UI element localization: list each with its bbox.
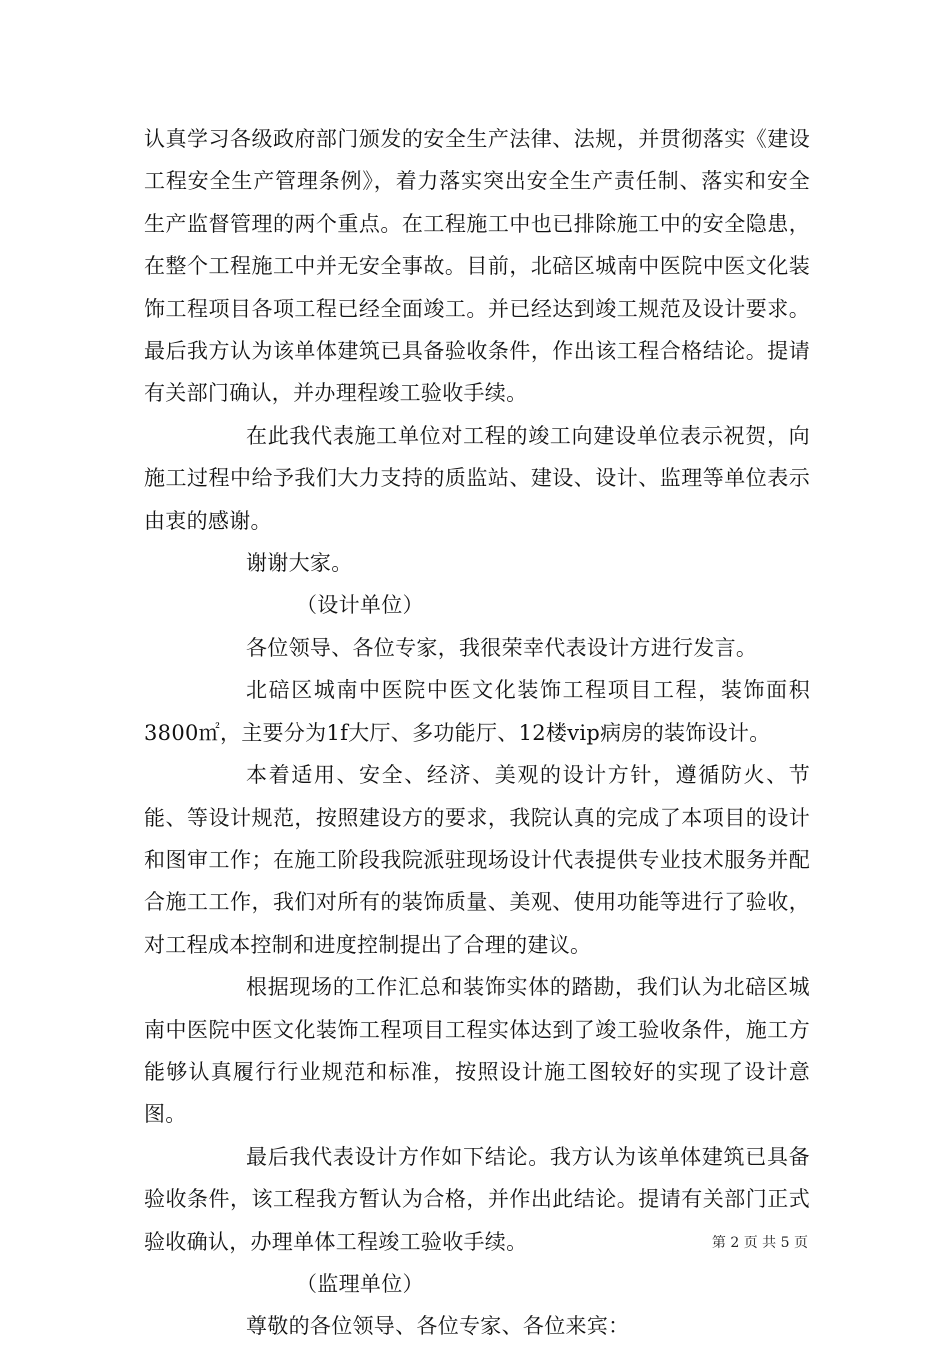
- paragraph-safety-summary: 认真学习各级政府部门颁发的安全生产法律、法规，并贯彻落实《建设工程安全生产管理条例》，着力落实突出安全生产责任制、落实和安全生产监督管理的两个重点。在工程施工中也已排除施工中的安全隐患，在整个工程施工中并无安全事故。目前，北碚区城南中医院中医文化装饰工程项目各项工程已经全面竣工。并已经达到竣工规范及设计要求。最后我方认为该单体建筑已具备验收条件，作出该工程合格结论。提请有关部门确认，并办理程竣工验收手续。: [144, 127, 810, 406]
- section-label-design-unit: （设计单位）: [296, 593, 424, 618]
- document-body: [144, 118, 810, 1348]
- paragraph-design-conclusion: 最后我代表设计方作如下结论。我方认为该单体建筑已具备验收条件，该工程我方暂认为合格，并作出此结论。提请有关部门正式验收确认，办理单体工程竣工验收手续。: [144, 1144, 810, 1254]
- paragraph-site-survey: 根据现场的工作汇总和装饰实体的踏勘，我们认为北碚区城南中医院中医文化装饰工程项目工程实体达到了竣工验收条件，施工方能够认真履行行业规范和标准，按照设计施工图较好的实现了设计意图。: [144, 975, 810, 1127]
- paragraph-project-scope: 北碚区城南中医院中医文化装饰工程项目工程，装饰面积3800㎡，主要分为1f大厅、多功能厅、12楼vip病房的装饰设计。: [144, 678, 810, 745]
- paragraph-design-work: 本着适用、安全、经济、美观的设计方针，遵循防火、节能、等设计规范，按照建设方的要求，我院认真的完成了本项目的设计和图审工作；在施工阶段我院派驻现场设计代表提供专业技术服务并配合施工工作，我们对所有的装饰质量、美观、使用功能等进行了验收，对工程成本控制和进度控制提出了合理的建议。: [144, 763, 810, 957]
- paragraph-thank-you: 谢谢大家。: [246, 551, 353, 576]
- paragraph-supervision-greeting: 尊敬的各位领导、各位专家、各位来宾：: [246, 1314, 630, 1339]
- section-label-supervision-unit: （监理单位）: [296, 1271, 424, 1296]
- page-number-footer: 第 2 页 共 5 页: [711, 1235, 808, 1251]
- paragraph-design-greeting: 各位领导、各位专家，我很荣幸代表设计方进行发言。: [246, 635, 758, 660]
- paragraph-thanks-statement: 在此我代表施工单位对工程的竣工向建设单位表示祝贺，向施工过程中给予我们大力支持的质监站、建设、设计、监理等单位表示由衷的感谢。: [144, 423, 810, 533]
